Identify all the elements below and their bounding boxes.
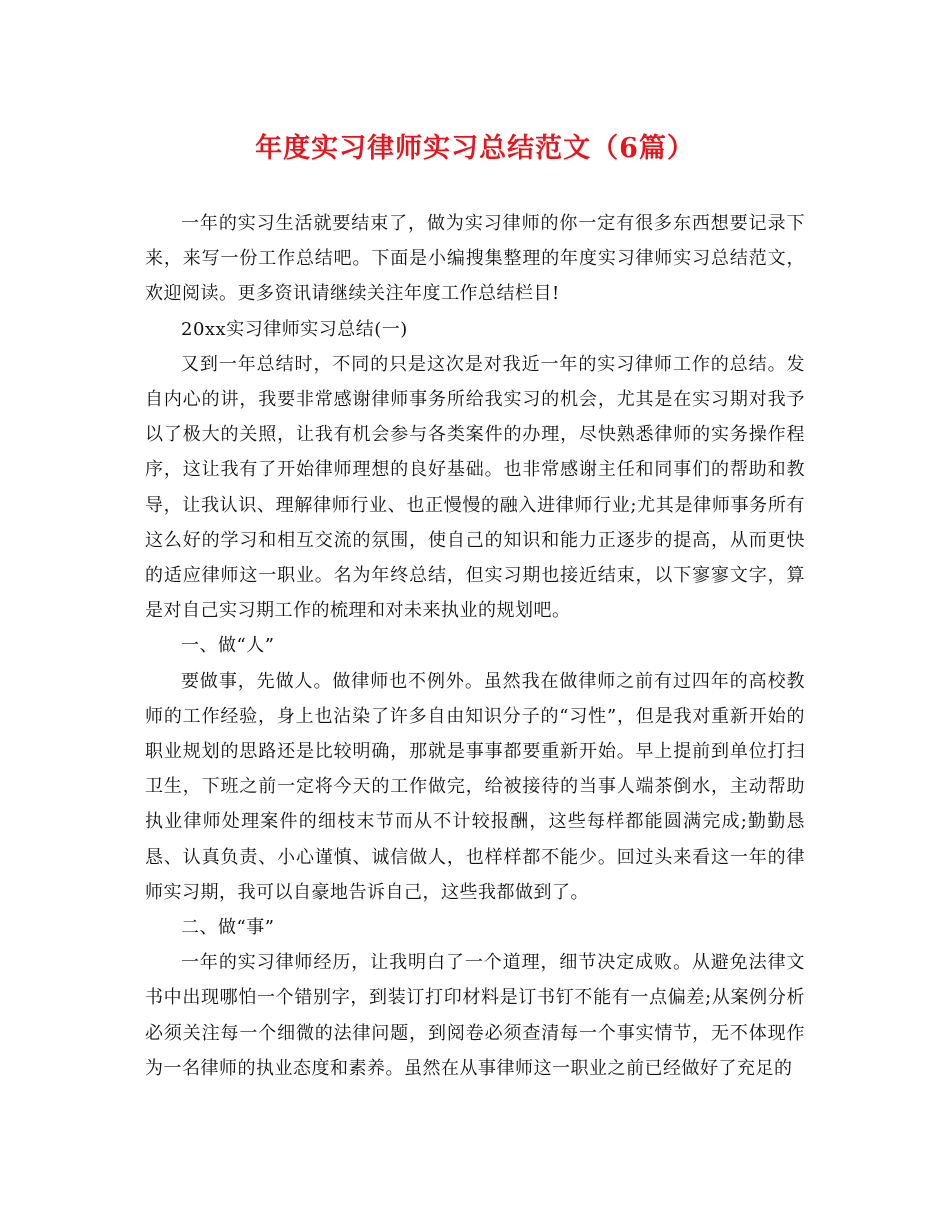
- paragraph-summary: 又到一年总结时，不同的只是这次是对我近一年的实习律师工作的总结。发自内心的讲，我要非常感谢律师事务所给我实习的机会，尤其是在实习期对我予以了极大的关照，让我有机会参与各类案件的办理，尽快熟悉律师的实务操作程序，这让我有了开始律师理想的良好基础。也非常感谢主任和同事们的帮助和教导，让我认识、理解律师行业、也正慢慢的融入进律师行业;尤其是律师事务所有这么好的学习和相互交流的氛围，使自己的知识和能力正逐步的提高，从而更快的适应律师这一职业。名为年终总结，但实习期也接近结束，以下寥寥文字，算是对自己实习期工作的梳理和对未来执业的规划吧。: [145, 353, 805, 622]
- document-body: [145, 206, 805, 1086]
- paragraph-person: 要做事，先做人。做律师也不例外。虽然我在做律师之前有过四年的高校教师的工作经验，身上也沾染了许多自由知识分子的“习性”，但是我对重新开始的职业规划的思路还是比较明确，那就是事事都要重新开始。早上提前到单位打扫卫生，下班之前一定将今天的工作做完，给被接待的当事人端茶倒水，主动帮助执业律师处理案件的细枝末节而从不计较报酬，这些每样都能圆满完成;勤勤恳恳、认真负责、小心谨慎、诚信做人，也样样都不能少。回过头来看这一年的律师实习期，我可以自豪地告诉自己，这些我都做到了。: [145, 670, 805, 903]
- section-heading-one: 20xx实习律师实习总结(一): [181, 318, 408, 340]
- subheading-work: 二、做“事”: [181, 917, 275, 939]
- document-title: 年度实习律师实习总结范文（6篇）: [255, 133, 695, 164]
- paragraph-intro: 一年的实习生活就要结束了，做为实习律师的你一定有很多东西想要记录下来，来写一份工作总结吧。下面是小编搜集整理的年度实习律师实习总结范文，欢迎阅读。更多资讯请继续关注年度工作总结栏目!: [145, 213, 805, 305]
- subheading-person: 一、做“人”: [181, 635, 275, 657]
- paragraph-work: 一年的实习律师经历，让我明白了一个道理，细节决定成败。从避免法律文书中出现哪怕一个错别字，到装订打印材料是订书钉不能有一点偏差;从案例分析必须关注每一个细微的法律问题，到阅卷必须查清每一个事实情节，无不体现作为一名律师的执业态度和素养。虽然在从事律师这一职业之前已经做好了充足的: [145, 952, 805, 1079]
